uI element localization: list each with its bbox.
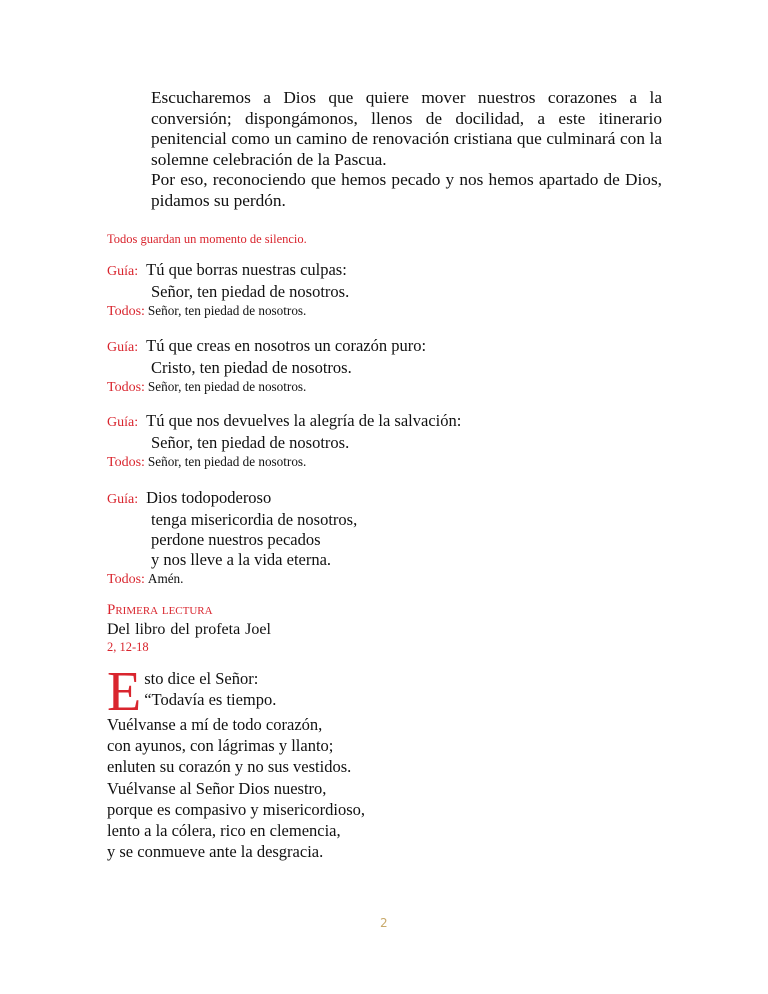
todos-line (107, 378, 426, 396)
guia-label: Guía: (107, 264, 139, 279)
reading-source: Del libro del profeta Joel (107, 621, 271, 638)
guia-continuation: y nos lleve a la vida eterna. (151, 550, 332, 569)
reading-line: lento a la cólera, rico en clemencia, (107, 821, 341, 841)
drop-cap: E (107, 661, 142, 723)
todos-label: Todos: (107, 572, 145, 587)
reading-reference: 2, 12-18 (107, 640, 149, 654)
todos-text: Señor, ten piedad de nosotros. (147, 379, 307, 394)
reading-line: enluten su corazón y no sus vestidos. (107, 757, 352, 777)
guia-text: Dios todopoderoso (146, 488, 272, 507)
litany-block (107, 411, 461, 471)
reading-line: “Todavía es tiempo. (144, 690, 277, 710)
guia-text: Tú que creas en nosotros un corazón puro: (146, 336, 427, 355)
absolution-block (107, 488, 357, 588)
reading-line: con ayunos, con lágrimas y llanto; (107, 736, 334, 756)
todos-label: Todos: (107, 380, 145, 395)
todos-label: Todos: (107, 455, 145, 470)
rubric-silence: Todos guardan un momento de silencio. (107, 232, 307, 246)
guia-line (107, 336, 426, 358)
intro-paragraph-2 (151, 170, 662, 211)
guia-line (107, 488, 357, 510)
guia-continuation: Cristo, ten piedad de nosotros. (151, 358, 352, 377)
reading-title: Primera lectura (107, 602, 213, 618)
guia-text: Tú que borras nuestras culpas: (146, 260, 347, 279)
intro-paragraph-1-text: Escucharemos a Dios que quiere mover nuestros corazones a la conversión; dispongámonos, llenos de docilidad, a este itinerario penitencial como un camino de renovación cristiana que culminará con la solemne celebración de la Pascua. (151, 88, 662, 169)
guia-label: Guía: (107, 415, 139, 430)
litany-block (107, 260, 349, 320)
guia-line (107, 260, 349, 282)
todos-line (107, 570, 357, 588)
guia-label: Guía: (107, 340, 139, 355)
guia-continuation: perdone nuestros pecados (151, 530, 321, 549)
todos-text: Señor, ten piedad de nosotros. (147, 303, 307, 318)
todos-label: Todos: (107, 304, 145, 319)
todos-line (107, 453, 461, 471)
guia-continuation: tenga misericordia de nosotros, (151, 510, 358, 529)
reading-line: Vuélvanse al Señor Dios nuestro, (107, 778, 327, 798)
todos-text: Amén. (147, 571, 184, 586)
reading-line: Vuélvanse a mí de todo corazón, (107, 715, 323, 734)
page-number: 2 (380, 916, 388, 930)
guia-label: Guía: (107, 492, 139, 507)
reading-line: porque es compasivo y misericordioso, (107, 799, 365, 819)
litany-block (107, 336, 426, 396)
todos-line (107, 302, 349, 320)
guia-continuation: Señor, ten piedad de nosotros. (151, 433, 350, 452)
reading-line: y se conmueve ante la desgracia. (107, 842, 324, 862)
reading-body (107, 661, 365, 862)
intro-paragraph-2-text: Por eso, reconociendo que hemos pecado y nos hemos apartado de Dios, pidamos su perdón. (151, 170, 662, 210)
reading-line: sto dice el Señor: (144, 669, 259, 688)
guia-continuation: Señor, ten piedad de nosotros. (151, 282, 350, 301)
guia-line (107, 411, 461, 433)
guia-text: Tú que nos devuelves la alegría de la salvación: (146, 411, 462, 430)
intro-paragraph-1 (151, 88, 662, 170)
todos-text: Señor, ten piedad de nosotros. (147, 454, 307, 469)
